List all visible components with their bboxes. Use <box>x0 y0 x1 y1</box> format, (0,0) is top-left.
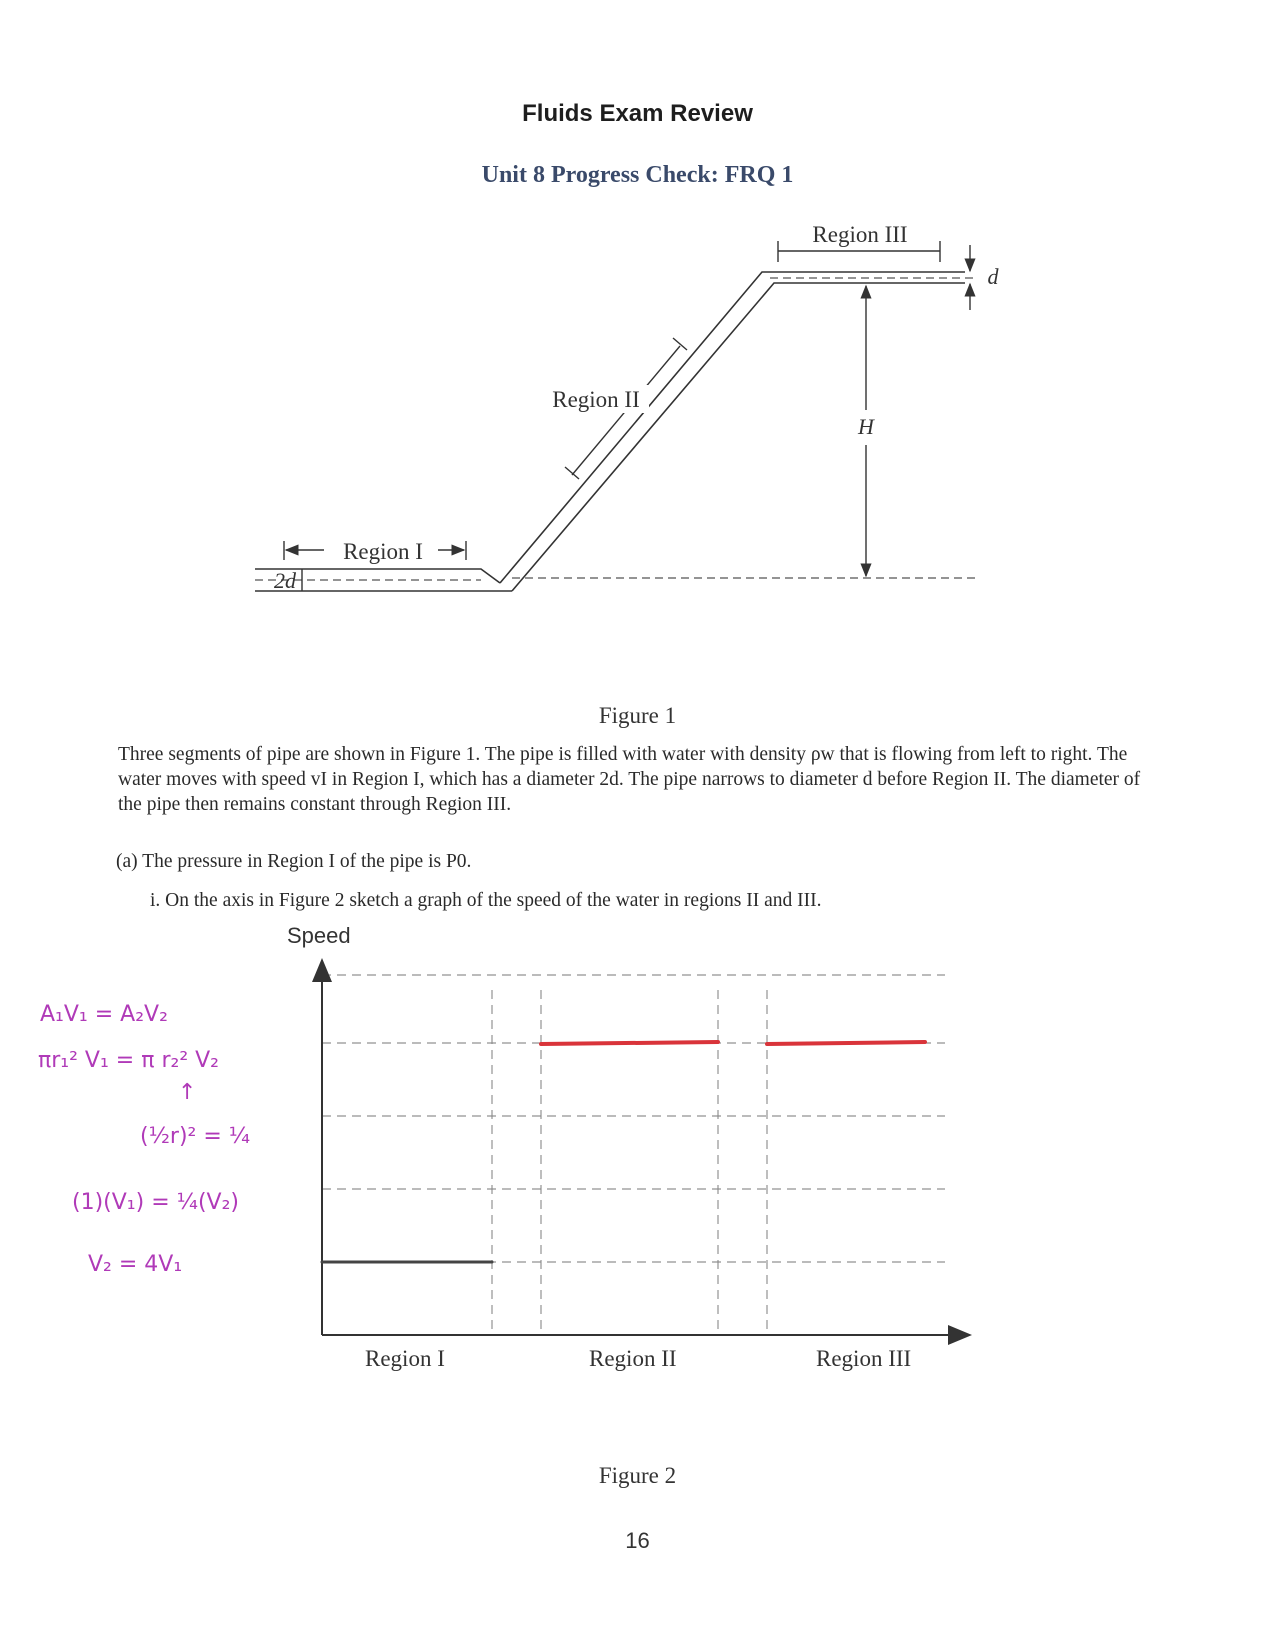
page-title: Fluids Exam Review <box>522 100 753 127</box>
figure-1-caption: Figure 1 <box>598 703 677 728</box>
page-subtitle: Unit 8 Progress Check: FRQ 1 <box>481 162 794 188</box>
height-label: H <box>858 414 874 439</box>
diameter-2d-label: 2d <box>274 568 296 593</box>
region1-label: Region I <box>343 539 423 564</box>
x-label-region-1: Region I <box>365 1346 445 1371</box>
region3-label: Region III <box>812 222 908 247</box>
handwritten-line-2: πr₁² V₁ = π r₂² V₂ <box>38 1048 219 1073</box>
handwritten-line-4: (1)(V₁) = ¼(V₂) <box>72 1190 239 1215</box>
y-axis-label: Speed <box>287 923 351 948</box>
handwritten-line-1: A₁V₁ = A₂V₂ <box>40 1002 168 1027</box>
problem-statement: Three segments of pipe are shown in Figure 1. The pipe is filled with water with density ρw that is flowing from left to right. The water moves with speed vI in Region I, which has a diameter 2d. The pipe narrows to diameter d before Region II. The diameter of the pipe then remains constant through Region III. <box>118 744 1141 815</box>
handwritten-line-5: V₂ = 4V₁ <box>88 1252 183 1277</box>
page-number: 16 <box>625 1528 650 1553</box>
x-label-region-3: Region III <box>816 1346 912 1371</box>
handwritten-line-3: (½r)² = ¼ <box>140 1124 251 1149</box>
speed-segment-region-ii <box>541 1042 718 1044</box>
figure-2-caption: Figure 2 <box>598 1463 677 1488</box>
speed-segment-region-iii <box>767 1042 925 1044</box>
region2-label: Region II <box>552 387 640 412</box>
diameter-d-label: d <box>987 264 999 289</box>
handwritten-arrow: ↑ <box>178 1080 197 1105</box>
series-lines <box>322 1042 925 1262</box>
x-label-region-2: Region II <box>589 1346 677 1371</box>
part-a-prompt: (a) The pressure in Region I of the pipe is P0. <box>116 851 472 872</box>
part-a-i-prompt: i. On the axis in Figure 2 sketch a graph of the speed of the water in regions II and III. <box>150 890 822 911</box>
horizontal-grid <box>322 975 945 1262</box>
